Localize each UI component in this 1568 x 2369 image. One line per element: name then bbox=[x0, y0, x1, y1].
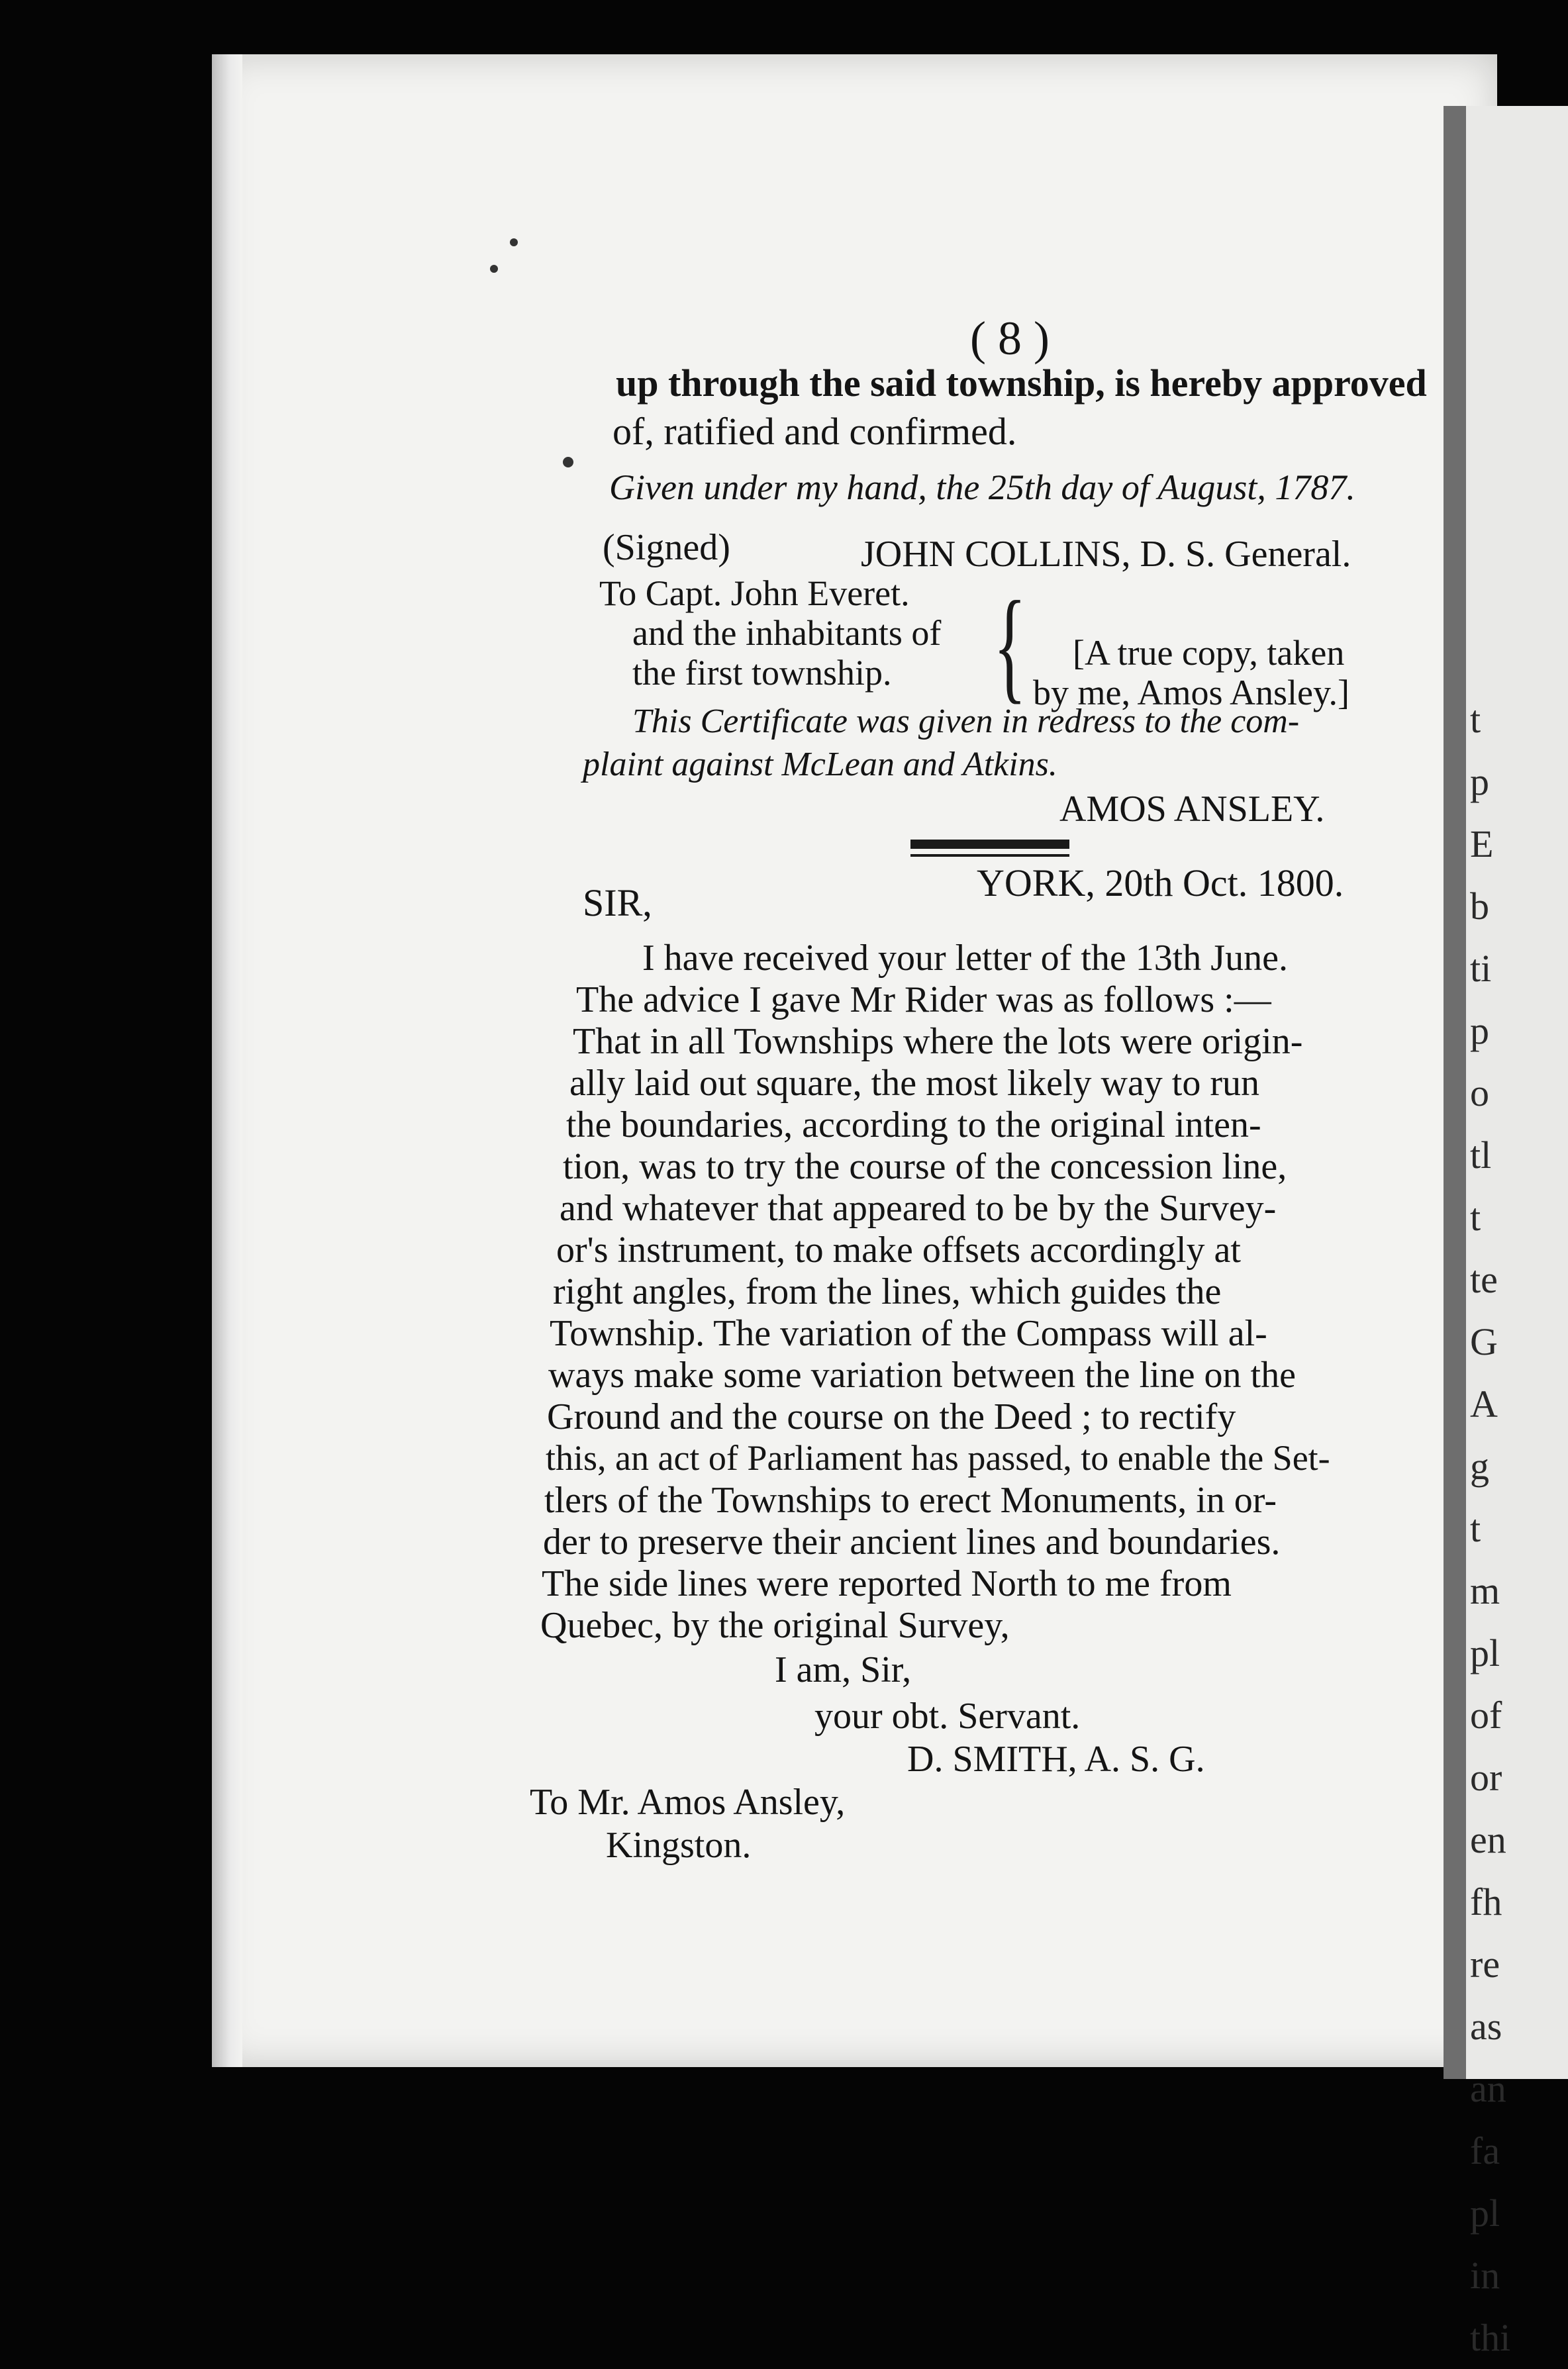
adjacent-page-fragment: t bbox=[1470, 698, 1481, 741]
letter-line: right angles, from the lines, which guides the bbox=[553, 1271, 1222, 1312]
adjacent-page-fragment: b bbox=[1470, 885, 1489, 928]
true-copy-line: by me, Amos Ansley.] bbox=[1033, 673, 1349, 712]
ink-speck bbox=[563, 457, 573, 467]
true-copy-line: [A true copy, taken bbox=[1073, 633, 1345, 673]
salutation: SIR, bbox=[583, 881, 652, 924]
adjacent-page-fragment: pl bbox=[1470, 2192, 1500, 2235]
adjacent-page-fragment: te bbox=[1470, 1258, 1498, 1301]
adjacent-page-fragment: o bbox=[1470, 1071, 1489, 1114]
letter-line: Quebec, by the original Survey, bbox=[540, 1605, 1010, 1646]
body-line: of, ratified and confirmed. bbox=[612, 410, 1017, 453]
letter-line: tlers of the Townships to erect Monuments, in or- bbox=[544, 1480, 1277, 1521]
letter-line: Ground and the course on the Deed ; to rectify bbox=[547, 1396, 1236, 1437]
adjacent-page-fragment: E bbox=[1470, 822, 1494, 865]
adjacent-page-fragment: tl bbox=[1470, 1134, 1492, 1177]
closing-line: I am, Sir, bbox=[775, 1649, 912, 1690]
adjacent-page-fragment: g bbox=[1470, 1445, 1489, 1488]
adjacent-page-fragment: as bbox=[1470, 2005, 1502, 2048]
section-divider bbox=[910, 840, 1069, 849]
adjacent-page-fragment: m bbox=[1470, 1569, 1500, 1612]
adjacent-page-fragment: A bbox=[1470, 1382, 1498, 1426]
adjacent-page-fragment: in bbox=[1470, 2254, 1500, 2297]
adjacent-page-fragment: G bbox=[1470, 1320, 1498, 1363]
letter-line: The advice I gave Mr Rider was as follows :— bbox=[576, 979, 1271, 1020]
letter-line: this, an act of Parliament has passed, to enable the Set- bbox=[546, 1438, 1330, 1478]
adjacent-page-fragment: fh bbox=[1470, 1880, 1502, 1923]
adjacent-page bbox=[1444, 106, 1568, 2359]
ink-speck bbox=[490, 265, 498, 273]
adjacent-page-fragment: ti bbox=[1470, 947, 1492, 990]
closing-line: your obt. Servant. bbox=[814, 1696, 1081, 1737]
certificate-line: This Certificate was given in redress to the com- bbox=[632, 702, 1300, 740]
signed-label: (Signed) bbox=[603, 527, 730, 568]
letter-line: and whatever that appeared to be by the Survey- bbox=[560, 1188, 1277, 1229]
letter-line: Township. The variation of the Compass will al- bbox=[550, 1313, 1267, 1354]
body-line: up through the said township, is hereby approved bbox=[616, 362, 1427, 405]
letter-line: tion, was to try the course of the concession line, bbox=[563, 1146, 1287, 1187]
certificate-line: plaint against McLean and Atkins. bbox=[583, 746, 1057, 783]
recipient-line: Kingston. bbox=[606, 1825, 752, 1866]
adjacent-page-fragment: of bbox=[1470, 1694, 1502, 1737]
letter-line: der to preserve their ancient lines and boundaries. bbox=[543, 1522, 1281, 1563]
address-line: the first township. bbox=[632, 653, 892, 693]
letter-line: or's instrument, to make offsets accordingly at bbox=[556, 1230, 1241, 1271]
adjacent-page-fragment: an bbox=[1470, 2067, 1506, 2110]
adjacent-page-fragment: p bbox=[1470, 1009, 1489, 1052]
given-line: Given under my hand, the 25th day of August, 1787. bbox=[609, 467, 1355, 507]
adjacent-page-fragment: thi bbox=[1470, 2316, 1511, 2359]
adjacent-page-fragment: or bbox=[1470, 1756, 1502, 1799]
amos-signature: AMOS ANSLEY. bbox=[1059, 789, 1325, 830]
letter-line: That in all Townships where the lots were origin- bbox=[573, 1021, 1303, 1062]
recipient-line: To Mr. Amos Ansley, bbox=[530, 1782, 846, 1823]
adjacent-page-fragment: pl bbox=[1470, 1631, 1500, 1674]
address-line: To Capt. John Everet. bbox=[599, 573, 910, 613]
letter-date: YORK, 20th Oct. 1800. bbox=[977, 861, 1344, 904]
adjacent-page-fragment: t bbox=[1470, 1507, 1481, 1550]
ink-speck bbox=[510, 238, 518, 246]
letter-line: ways make some variation between the line on the bbox=[548, 1355, 1296, 1396]
letter-line: the boundaries, according to the original inten- bbox=[566, 1104, 1261, 1145]
brace-glyph: { bbox=[993, 576, 1027, 715]
adjacent-page-fragment: p bbox=[1470, 760, 1489, 803]
page-binding-edge bbox=[212, 54, 242, 2067]
signed-name: JOHN COLLINS, D. S. General. bbox=[861, 534, 1351, 575]
page-number: ( 8 ) bbox=[970, 312, 1050, 365]
adjacent-page-fragment: t bbox=[1470, 1196, 1481, 1239]
adjacent-page-fragment: re bbox=[1470, 1943, 1500, 1986]
letter-line: The side lines were reported North to me from bbox=[542, 1563, 1232, 1604]
letter-line: ally laid out square, the most likely way to run bbox=[569, 1063, 1260, 1104]
smith-signature: D. SMITH, A. S. G. bbox=[907, 1739, 1205, 1780]
adjacent-page-fragment: fa bbox=[1470, 2129, 1500, 2172]
section-divider-thin bbox=[910, 854, 1069, 857]
letter-line: I have received your letter of the 13th June. bbox=[642, 938, 1288, 979]
adjacent-page-fragment: en bbox=[1470, 1818, 1506, 1861]
address-line: and the inhabitants of bbox=[632, 613, 942, 653]
